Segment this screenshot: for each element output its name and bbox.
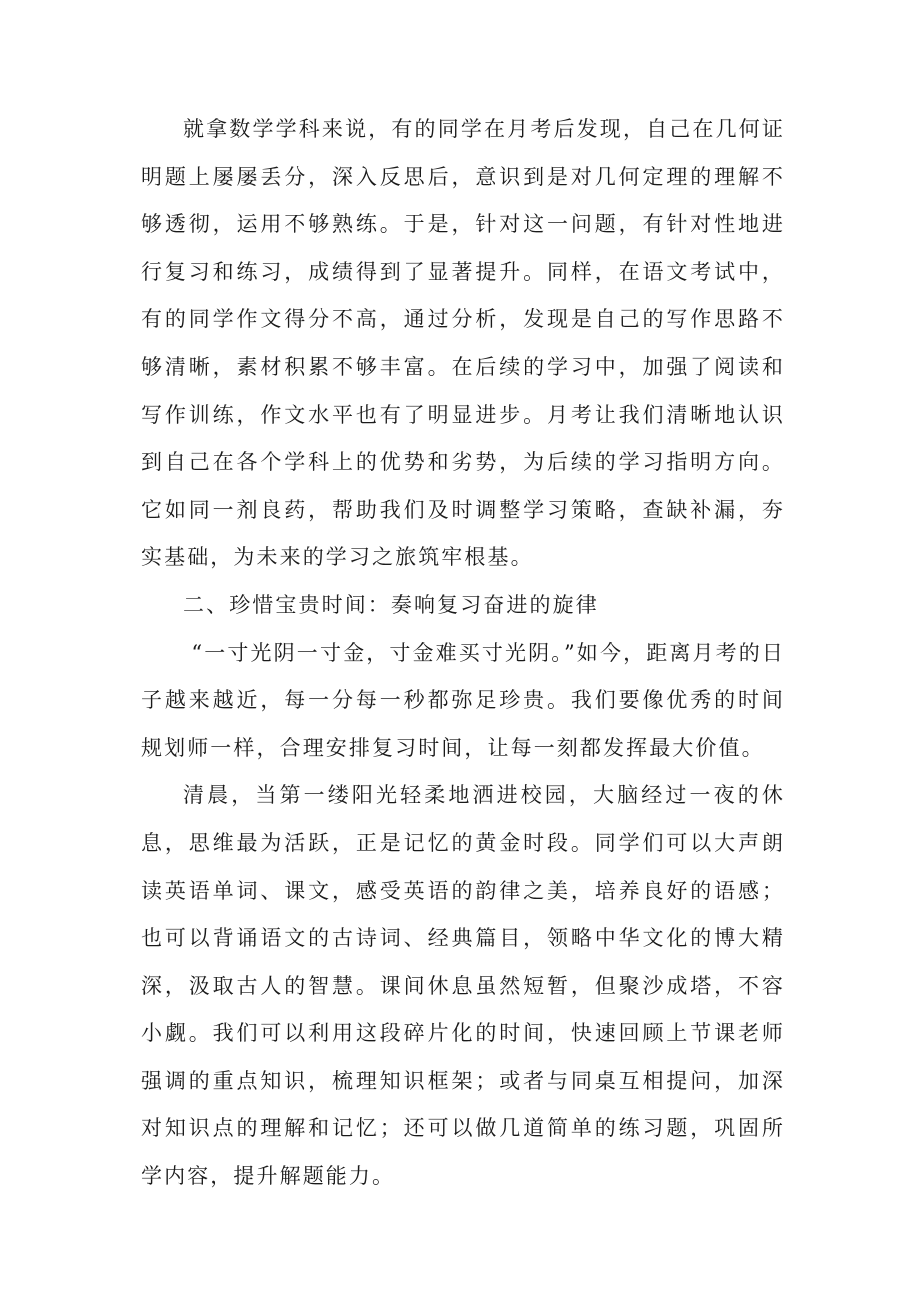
paragraph-morning-review: 清晨，当第一缕阳光轻柔地洒进校园，大脑经过一夜的休息，思维最为活跃，正是记忆的黄金时段。同学们可以大声朗读英语单词、课文，感受英语的韵律之美，培养良好的语感；也可以背诵语文的古诗词、经典篇目，领略中华文化的博大精深，汲取古人的智慧。课间休息虽然短暂，但聚沙成塔，不容小觑。我们可以利用这段碎片化的时间，快速回顾上节课老师强调的重点知识，梳理知识框架；或者与同桌互相提问，加深对知识点的理解和记忆；还可以做几道简单的练习题，巩固所学内容，提升解题能力。 [141, 783, 785, 1189]
section-heading-cherish-time: 二、珍惜宝贵时间：奏响复习奋进的旋律 [183, 592, 599, 617]
paragraph-time-quote: “一寸光阴一寸金，寸金难买寸光阴。”如今，距离月考的日子越来越近，每一分每一秒都弥足珍贵。我们要像优秀的时间规划师一样，合理安排复习时间，让每一刻都发挥最大价值。 [141, 640, 785, 760]
paragraph-math-example: 就拿数学学科来说，有的同学在月考后发现，自己在几何证明题上屡屡丢分，深入反思后，意识到是对几何定理的理解不够透彻，运用不够熟练。于是，针对这一问题，有针对性地进行复习和练习，成绩得到了显著提升。同样，在语文考试中，有的同学作文得分不高，通过分析，发现是自己的写作思路不够清晰，素材积累不够丰富。在后续的学习中，加强了阅读和写作训练，作文水平也有了明显进步。月考让我们清晰地认识到自己在各个学科上的优势和劣势，为后续的学习指明方向。它如同一剂良药，帮助我们及时调整学习策略，查缺补漏，夯实基础，为未来的学习之旅筑牢根基。 [141, 117, 785, 570]
document-body [141, 106, 785, 1201]
